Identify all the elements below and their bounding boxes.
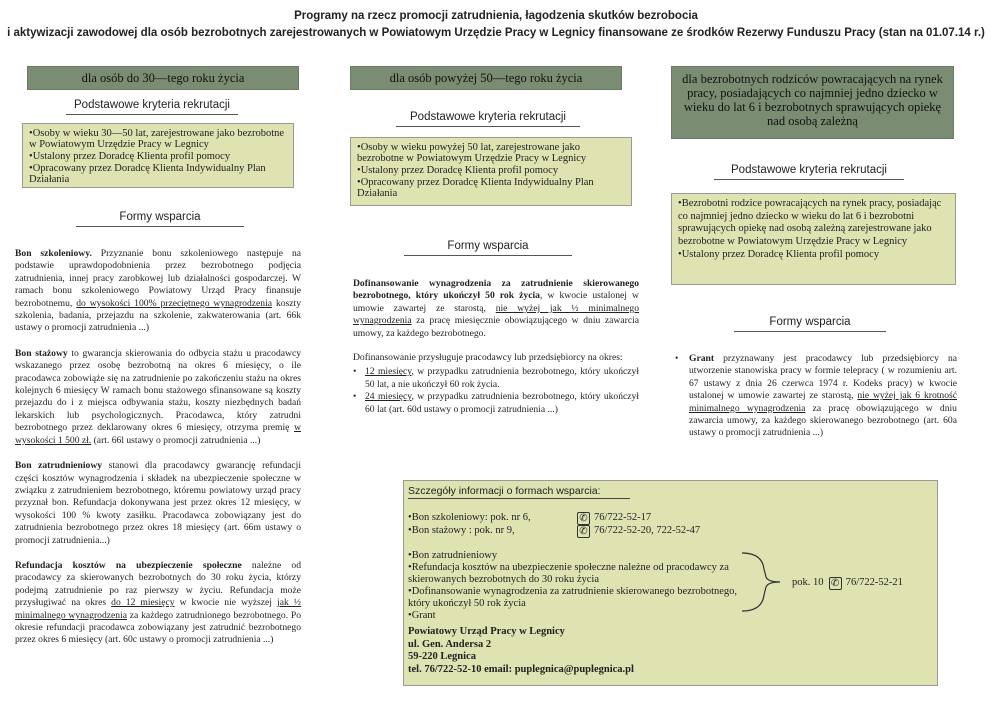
criteria-item: •Ustalony przez Doradcę Klienta profil pomocy [678, 249, 880, 260]
col1-forms-title: Formy wsparcia [76, 211, 244, 227]
address-contact: tel. 76/722-52-10 email: puplegnica@puplegnica.pl [408, 663, 634, 675]
criteria-item: •Osoby w wieku powyżej 50 lat, zarejestrowane jako bezrobotne w Powiatowym Urzędzie Pracy w Legnicy [357, 142, 587, 164]
list-item: •Dofinansowanie wynagrodzenia za zatrudnienie skierowanego bezrobotnego, który ukończył 50 rok życia [408, 586, 738, 609]
criteria-item: •Ustalony przez Doradcę Klienta profil pomocy [29, 151, 231, 162]
col1-band: dla osób do 30—tego roku życia [27, 66, 299, 90]
phone-icon: ✆ [829, 577, 842, 590]
col3-band: dla bezrobotnych rodziców powracających na rynek pracy, posiadających co najmniej jedno dziecko w wieku do lat 6 i bezrobotnych sprawujących opiekę nad osobą zależną [671, 66, 954, 139]
criteria-item: •Bezrobotni rodzice powracających na rynek pracy, posiadając co najmniej jedno dziecko w wieku do lat 6 i bezrobotni sprawujących opiekę nad osobą zależną zarejestrowane jako bezrobotne w Powiatowym Urzędzie Pracy w Legnicy [678, 198, 942, 247]
col1-forms-text [15, 248, 301, 660]
bon-zatrudnieniowy-paragraph: Bon zatrudnieniowy stanowi dla pracodawcy gwarancję refundacji części kosztów wynagrodzenia i składek na ubezpieczenie społeczne w związku z zatrudnieniem bezrobotnego, któremu powiatowy urząd pracy przyznał bon. Refundacja dokonywana jest przez okres 12 miesięcy, w wysokości 100 % kwoty zasiłku. Pracodawca zobowiązany jest do zatrudnienia bezrobotnego przez okres 18 miesięcy (art. 66m ustawy o promocji zatrudnienia...) [15, 460, 301, 546]
bon-stazowy-paragraph: Bon stażowy to gwarancja skierowania do odbycia stażu u pracodawcy wskazanego przez osobę bezrobotną na okres 6 miesięcy, o ile pracodawca zobowiąże się na zatrudnienie po zakończeniu stażu na okres kolejnych 6 miesięcy W ramach bonu stażowego sfinansowane są koszty przejazdu do i z miejsca odbywania stażu, koszty niezbędnych badań lekarskich lub psychologicznych. Pracodawca, który zatrudni bezrobotnego przez deklarowany okres 6 miesięcy, otrzyma premię w wysokości 1 500 zł. (art. 66l ustawy o promocji zatrudnienia ...) [15, 347, 302, 446]
col3-forms-title: Formy wsparcia [734, 316, 886, 332]
col2-forms-text [353, 278, 639, 416]
address-line: Powiatowy Urząd Pracy w Legnicy [408, 626, 565, 637]
criteria-item: •Opracowany przez Doradcę Klienta Indywidualny Plan Działania [29, 163, 266, 185]
list-item: •Bon zatrudnieniowy [408, 550, 498, 561]
info-row-szkoleniowy: •Bon szkoleniowy: pok. nr 6, [408, 512, 531, 523]
brace-icon [740, 551, 790, 613]
address-block [408, 626, 634, 676]
dofinansowanie-okres: Dofinansowanie przysługuje pracodawcy lub przedsiębiorcy na okres: [353, 352, 623, 364]
list-item: • 12 miesięcy, w przypadku zatrudnienia bezrobotnego, który ukończył 50 lat, a nie ukończył 60 rok życia. [353, 366, 639, 391]
info-phone-stazowy: ✆ 76/722-52-20, 722-52-47 [577, 525, 700, 538]
col3-criteria-title: Podstawowe kryteria rekrutacji [714, 164, 904, 180]
grant-list [675, 353, 957, 440]
phone-icon: ✆ [577, 525, 590, 538]
col1-criteria-title: Podstawowe kryteria rekrutacji [66, 99, 238, 115]
info-pok-10: pok. 10 ✆ 76/722-52-21 [792, 577, 903, 589]
grant-paragraph: • Grant przyznawany jest pracodawcy lub przedsiębiorcy na utworzenie stanowiska pracy w formie telepracy ( w rozumieniu art. 67 ustawy z dnia 26 czerwca 1974 r. Kodeks pracy) w kwocie ustalonej w umowie zawartej ze starostą, nie wyżej jak 6 krotność minimalnego wynagrodzenia za pracę obowiązującego w dniu zawarcia umowy, za każdego skierowanego bezrobotnego (art. 60a ustawy o promocji zatrudnienia ...) [675, 353, 957, 440]
bon-szkoleniowy-paragraph: Bon szkoleniowy. Przyznanie bonu szkoleniowego następuje na podstawie uprawdopodobnienia przez bezrobotnego podjęcia zatrudnienia, innej pracy zarobkowej lub działalności gospodarczej. W ramach bonu szkoleniowego Powiatowy Urząd Pracy finansuje bezrobotnemu, do wysokości 100% przeciętnego wynagrodzenia koszty szkolenia, badania, przejazdu na szkolenie, zakwaterowania (art. 66k ustawy o promocji zatrudnienia ...) [15, 248, 302, 334]
page-title [0, 8, 992, 42]
col2-criteria-title: Podstawowe kryteria rekrutacji [396, 111, 580, 127]
list-item: •Refundacja kosztów na ubezpieczenie społeczne należne od pracodawcy za skierowanych bezrobotnych do 30 roku życia [408, 562, 729, 585]
info-row-stazowy: •Bon stażowy : pok. nr 9, [408, 525, 515, 536]
list-item: • 24 miesięcy, w przypadku zatrudnienia bezrobotnego, który ukończył 60 lat (art. 60d ustawy o promocji zatrudnienia ...) [353, 391, 639, 416]
address-line: 59-220 Legnica [408, 651, 476, 662]
col2-forms-title: Formy wsparcia [404, 240, 572, 256]
phone-icon: ✆ [577, 512, 590, 525]
info-box [403, 480, 938, 686]
criteria-item: •Opracowany przez Doradcę Klienta Indywidualny Plan Działania [357, 177, 594, 199]
info-list [408, 550, 743, 622]
criteria-item: •Osoby w wieku 30—50 lat, zarejestrowane jako bezrobotne w Powiatowym Urzędzie Pracy w Legnicy [29, 128, 285, 150]
okres-list [353, 366, 639, 416]
title-line-2: i aktywizacji zawodowej dla osób bezrobotnych zarejestrowanych w Powiatowym Urzędzie Pracy w Legnicy finansowane ze środków Rezerwy Funduszu Pracy (stan na 01.07.14 r.) [7, 27, 985, 39]
info-title: Szczegóły informacji o formach wsparcia: [408, 485, 630, 499]
refundacja-paragraph: Refundacja kosztów na ubezpieczenie społeczne należne od pracodawcy za skierowanych bezrobotnych do 30 roku życia, którzy podejmą zatrudnienie po raz pierwszy w życiu. Refundacja może przysługiwać na okres do 12 miesięcy w kwocie nie wyższej jak ½ minimalnego wynagrodzenia za każdego zatrudnionego bezrobotnego. Po okresie refundacji pracodawca zobowiązany jest zatrudnić bezrobotnego przez okres 6 miesięcy (art. 60c ustawy o promocji zatrudnienia ...) [15, 559, 301, 646]
criteria-item: •Ustalony przez Doradcę Klienta profil pomocy [357, 165, 559, 176]
col2-band: dla osób powyżej 50—tego roku życia [350, 66, 622, 90]
address-line: ul. Gen. Andersa 2 [408, 638, 492, 650]
col2-criteria-box [350, 137, 632, 206]
title-line-1: Programy na rzecz promocji zatrudnienia, łagodzenia skutków bezrobocia [294, 10, 698, 22]
info-phone-szkoleniowy: ✆ 76/722-52-17 [577, 512, 651, 525]
col1-criteria-box [22, 123, 294, 188]
col3-forms-text [675, 353, 957, 440]
col3-criteria-box [671, 193, 956, 285]
list-item: •Grant [408, 610, 436, 621]
dofinansowanie-paragraph: Dofinansowanie wynagrodzenia za zatrudnienie skierowanego bezrobotnego, który ukończył 50 rok życia, w kwocie ustalonej w umowie zawartej ze starostą, nie wyżej jak ½ minimalnego wynagrodzenia za pracę miesięcznie obowiązującego w dniu zawarcia umowy, za każdego bezrobotnego. [353, 278, 639, 339]
